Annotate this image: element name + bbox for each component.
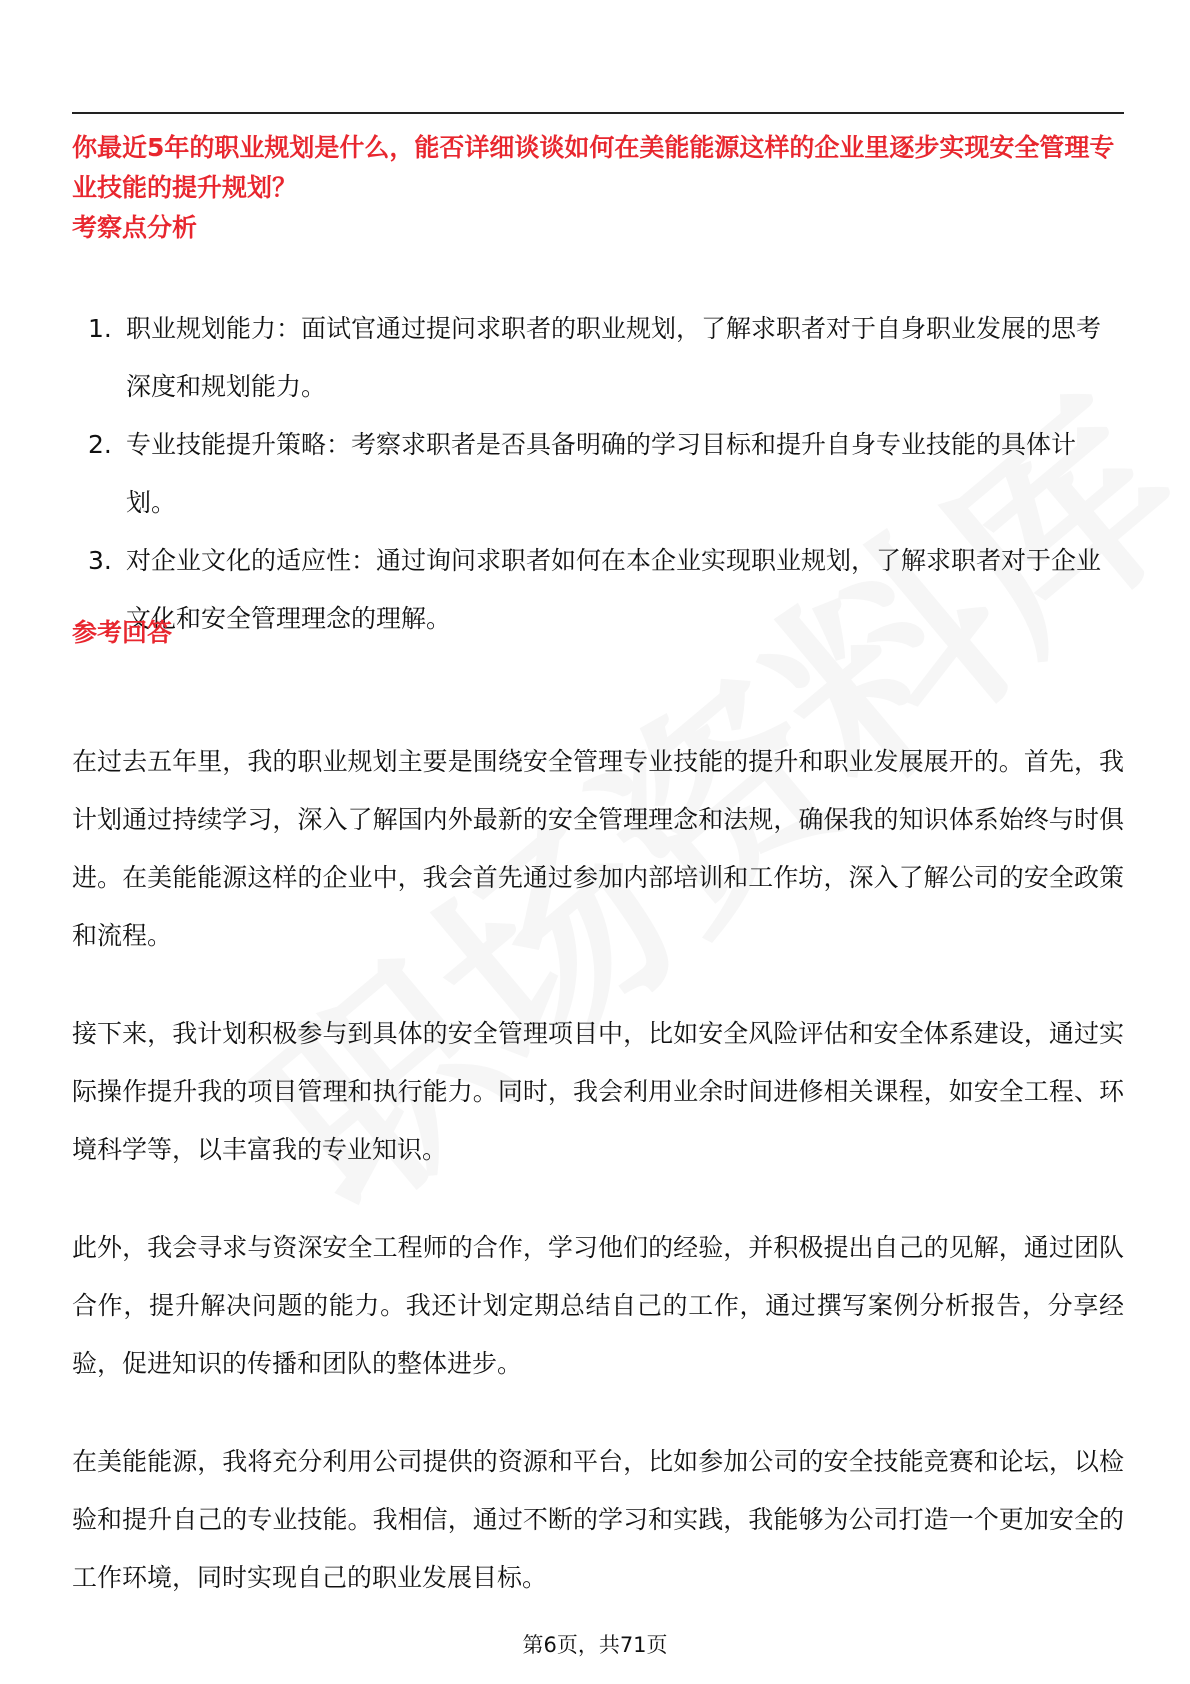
analysis-item-number: 1.	[88, 314, 112, 343]
analysis-item	[72, 300, 1124, 416]
analysis-item-text: 专业技能提升策略：考察求职者是否具备明确的学习目标和提升自身专业技能的具体计划。	[126, 430, 1077, 517]
analysis-item-number: 3.	[88, 546, 112, 575]
analysis-item	[72, 416, 1124, 532]
analysis-list	[72, 300, 1124, 648]
answer-paragraph: 接下来，我计划积极参与到具体的安全管理项目中，比如安全风险评估和安全体系建设，通过实际操作提升我的项目管理和执行能力。同时，我会利用业余时间进修相关课程，如安全工程、环境科学等，以丰富我的专业知识。	[72, 1019, 1124, 1164]
answer-paragraph: 在过去五年里，我的职业规划主要是围绕安全管理专业技能的提升和职业发展展开的。首先，我计划通过持续学习，深入了解国内外最新的安全管理理念和法规，确保我的知识体系始终与时俱进。在美能能源这样的企业中，我会首先通过参加内部培训和工作坊，深入了解公司的安全政策和流程。	[72, 747, 1124, 950]
analysis-item	[72, 532, 1124, 648]
answer-body	[72, 733, 1124, 1647]
question-title: 你最近5年的职业规划是什么，能否详细谈谈如何在美能能源这样的企业里逐步实现安全管理专业技能的提升规划？	[72, 133, 1115, 202]
answer-paragraph: 在美能能源，我将充分利用公司提供的资源和平台，比如参加公司的安全技能竞赛和论坛，以检验和提升自己的专业技能。我相信，通过不断的学习和实践，我能够为公司打造一个更加安全的工作环境，同时实现自己的职业发展目标。	[72, 1447, 1124, 1592]
top-divider	[72, 112, 1124, 114]
analysis-item-number: 2.	[88, 430, 112, 459]
page-number: 第6页，共71页	[522, 1633, 668, 1657]
analysis-heading: 考察点分析	[72, 213, 198, 242]
analysis-item-text: 对企业文化的适应性：通过询问求职者如何在本企业实现职业规划，了解求职者对于企业文化和安全管理理念的理解。	[126, 546, 1102, 633]
analysis-item-text: 职业规划能力：面试官通过提问求职者的职业规划，了解求职者对于自身职业发展的思考深度和规划能力。	[126, 314, 1102, 401]
answer-heading: 参考回答	[72, 618, 173, 647]
answer-paragraph: 此外，我会寻求与资深安全工程师的合作，学习他们的经验，并积极提出自己的见解，通过团队合作，提升解决问题的能力。我还计划定期总结自己的工作，通过撰写案例分析报告，分享经验，促进知识的传播和团队的整体进步。	[72, 1233, 1124, 1378]
